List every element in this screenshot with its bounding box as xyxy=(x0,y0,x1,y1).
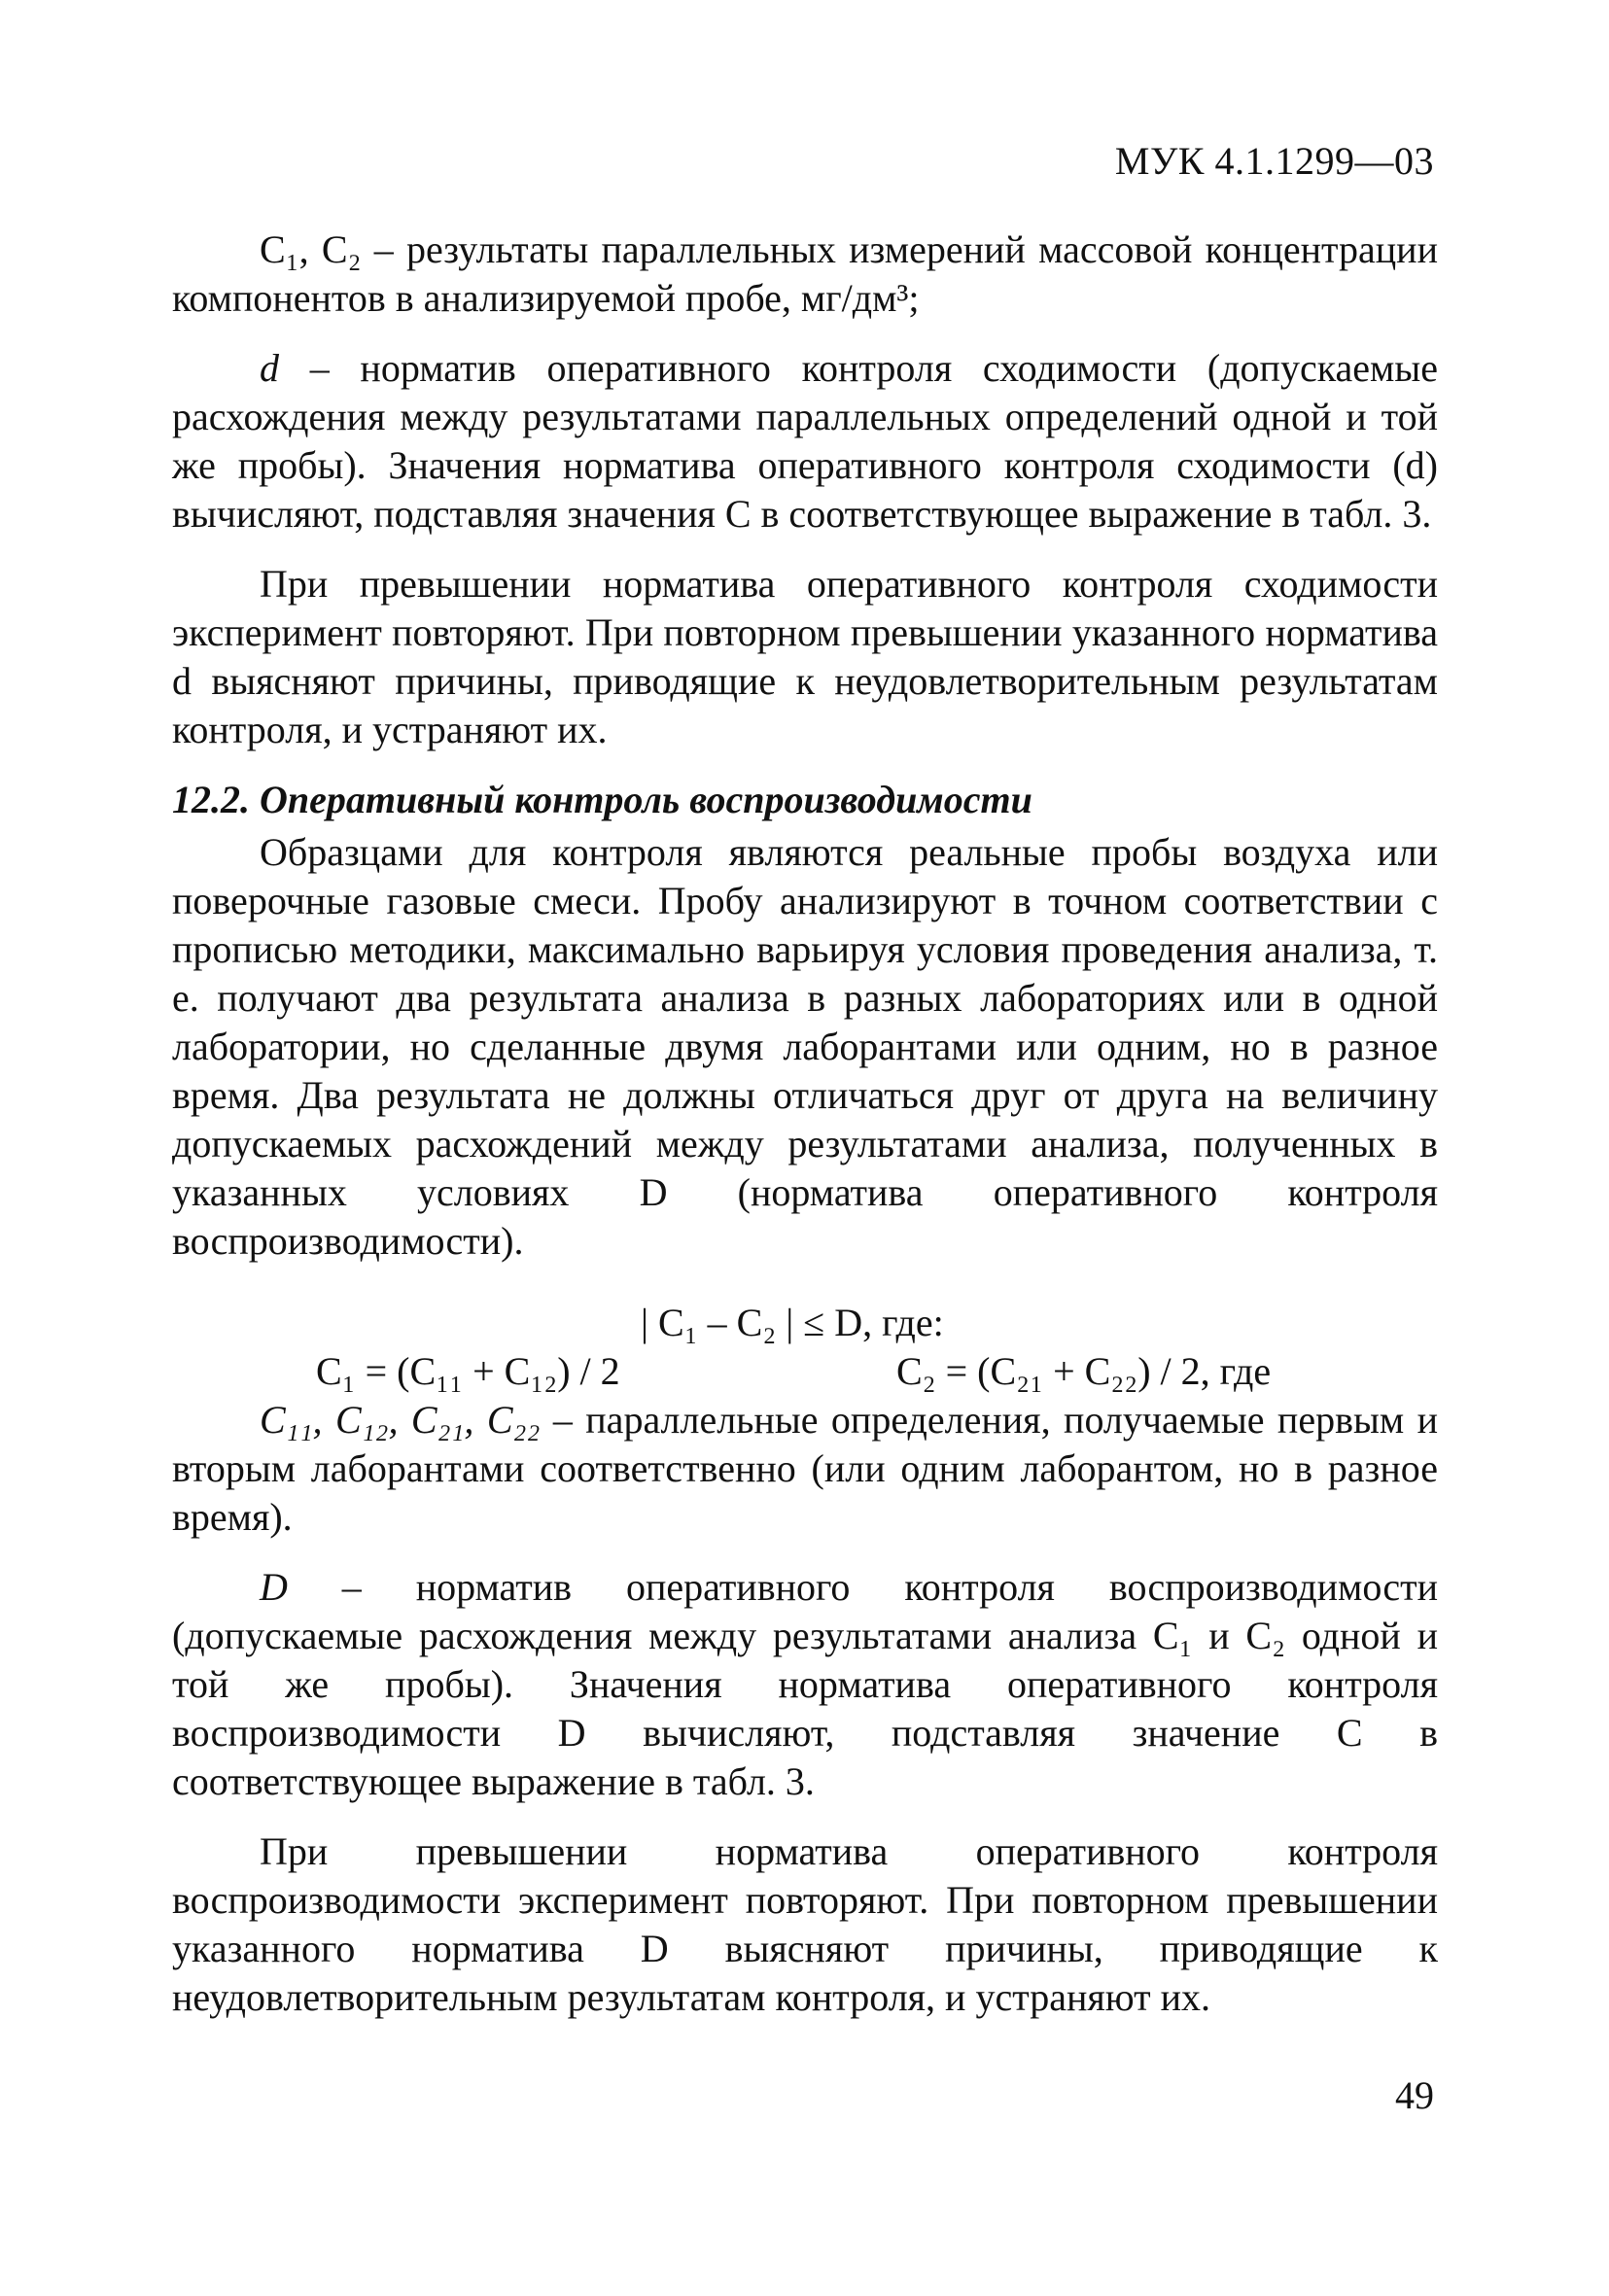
paragraph-D-definition xyxy=(172,1563,1438,1806)
formula-means-line xyxy=(172,1347,1438,1396)
paragraph-exceed-reproducibility: При превышении норматива оперативного контроля воспроизводимости эксперимент повторяют. При повторном превышении указанного норматива D выясняют причины, приводящие к неудовлетворительным результатам контроля, и устраняют их. xyxy=(172,1829,1438,2019)
paragraph-exceed-repeatability: При превышении норматива оперативного контроля сходимости эксперимент повторяют. При повторном превышении указанного норматива d выясняют причины, приводящие к неудовлетворительным результатам контроля, и устраняют их. xyxy=(172,562,1438,751)
formula-inequality: | C₁ – C₂ | ≤ D, где: xyxy=(641,1301,944,1344)
symbol-d: d xyxy=(260,346,279,390)
page-number: 49 xyxy=(1395,2073,1434,2117)
paragraph-d-text: – норматив оперативного контроля сходимости (допускаемые расхождения между результатами параллельных определений одной и той же пробы). Значения норматива оперативного контроля сходимости (d) вычисляют, подставляя значения C в соответствующее выражение в табл. 3. xyxy=(172,346,1438,536)
document-code-header: МУК 4.1.1299—03 xyxy=(1114,139,1434,183)
formula-inequality-line xyxy=(172,1299,1438,1347)
section-heading: 12.2. Оперативный контроль воспроизводимости xyxy=(172,778,1032,821)
formula-c2-mean: C₂ = (C₂₁ + C₂₂) / 2, где xyxy=(896,1349,1272,1393)
paragraph-D-text: – норматив оперативного контроля воспроизводимости (допускаемые расхождения между результатами анализа C₁ и C₂ одной и той же пробы). Значения норматива оперативного контроля воспроизводимости D вычисляют, подставляя значение C в соответствующее выражение в табл. 3. xyxy=(172,1565,1438,1803)
paragraph-parallel-definitions xyxy=(172,1396,1438,1542)
paragraph-d-definition xyxy=(172,344,1438,539)
paragraph-reproducibility-samples: Образцами для контроля являются реальные пробы воздуха или поверочные газовые смеси. Пробу анализируют в точном соответствии с прописью методики, максимально варьируя условия проведения анализа, т. е. получают два результата анализа в разных лабораториях или в одной лаборатории, но сделанные двумя лаборантами или одним, но в разное время. Два результата не должны отличаться друг от друга на величину допускаемых расхождений между результатами анализа, полученных в указанных условиях D (норматива оперативного контроля воспроизводимости). xyxy=(172,830,1438,1263)
formula-c1-mean: C₁ = (C₁₁ + C₁₂) / 2 xyxy=(316,1349,620,1393)
paragraph-parallel-text: – параллельные определения, получаемые первым и вторым лаборантами соответственно (или одним лаборантом, но в разное время). xyxy=(172,1398,1439,1539)
page-body xyxy=(172,226,1438,2022)
symbol-D: D xyxy=(260,1565,288,1609)
symbol-c-parallel: C₁₁, C₁₂, C₂₁, C₂₂ xyxy=(260,1398,541,1442)
paragraph-c1-c2: C₁, C₂ – результаты параллельных измерений массовой концентрации компонентов в анализируемой пробе, мг/дм³; xyxy=(172,227,1438,320)
